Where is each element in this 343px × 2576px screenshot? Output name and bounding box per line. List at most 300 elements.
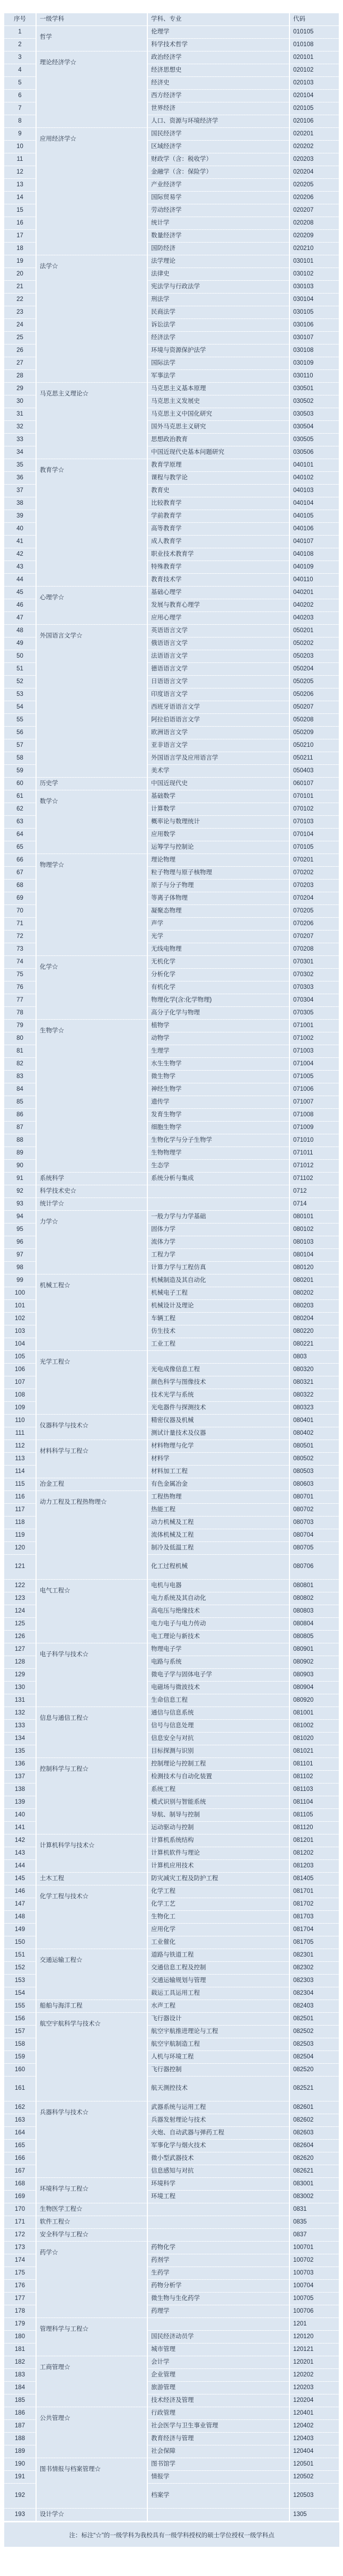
row-number-cell: 85 <box>4 1096 36 1109</box>
major-cell: 生物物理学 <box>147 1147 289 1160</box>
row-number-cell: 42 <box>4 548 36 561</box>
major-cell: 化学工程 <box>147 1885 289 1898</box>
code-cell: 020106 <box>289 115 339 128</box>
row-number-cell: 86 <box>4 1109 36 1122</box>
row-number-cell: 24 <box>4 319 36 332</box>
table-row <box>4 1643 339 1656</box>
row-number-cell: 175 <box>4 2267 36 2280</box>
major-cell: 英语语言文学 <box>147 625 289 637</box>
row-number-cell: 48 <box>4 625 36 637</box>
code-cell: 080901 <box>289 1643 339 1656</box>
code-cell: 050208 <box>289 714 339 727</box>
row-number-cell: 25 <box>4 332 36 344</box>
first-level-discipline-cell: 软件工程☆ <box>36 2216 147 2229</box>
major-cell: 环境科学 <box>147 2178 289 2191</box>
code-cell: 082504 <box>289 2051 339 2064</box>
code-cell: 071001 <box>289 1020 339 1032</box>
major-cell: 法律史 <box>147 268 289 281</box>
row-number-cell: 146 <box>4 1885 36 1898</box>
first-level-discipline-cell: 法学☆ <box>36 255 147 383</box>
row-number-cell: 123 <box>4 1592 36 1605</box>
major-cell: 机械电子工程 <box>147 1287 289 1300</box>
row-number-cell: 159 <box>4 2051 36 2064</box>
major-cell: 电机与电器 <box>147 1580 289 1592</box>
row-number-cell: 106 <box>4 1364 36 1376</box>
row-number-cell: 113 <box>4 1453 36 1466</box>
major-cell: 电工理论与新技术 <box>147 1631 289 1643</box>
first-level-discipline-cell: 科学技术史☆ <box>36 1185 147 1198</box>
row-number-cell: 129 <box>4 1669 36 1682</box>
major-cell: 应用数学 <box>147 829 289 841</box>
first-level-discipline-cell: 材料科学与工程☆ <box>36 1440 147 1478</box>
code-cell: 080603 <box>289 1478 339 1491</box>
row-number-cell: 153 <box>4 1975 36 1987</box>
code-cell: 030101 <box>289 255 339 268</box>
table-row <box>4 1351 339 1364</box>
major-cell: 系统分析与集成 <box>147 1173 289 1185</box>
first-level-discipline-cell: 公共管理☆ <box>36 2407 147 2458</box>
major-cell: 光电成像信息工程 <box>147 1364 289 1376</box>
code-cell: 071003 <box>289 1045 339 1058</box>
major-cell: 伦理学 <box>147 26 289 39</box>
code-cell: 020101 <box>289 51 339 64</box>
code-cell: 120403 <box>289 2433 339 2445</box>
table-row <box>4 26 339 39</box>
code-cell: 050403 <box>289 765 339 778</box>
row-number-cell: 168 <box>4 2178 36 2191</box>
row-number-cell: 28 <box>4 370 36 383</box>
major-cell: 行政管理 <box>147 2407 289 2420</box>
code-cell: 071004 <box>289 1058 339 1071</box>
major-cell: 高分子化学与物理 <box>147 1007 289 1020</box>
row-number-cell: 78 <box>4 1007 36 1020</box>
row-number-cell: 186 <box>4 2407 36 2420</box>
first-level-discipline-cell: 历史学 <box>36 778 147 790</box>
code-cell: 081705 <box>289 1936 339 1949</box>
row-number-cell: 102 <box>4 1313 36 1325</box>
major-cell: 工业工程 <box>147 1338 289 1351</box>
major-cell: 俄语语言文学 <box>147 637 289 650</box>
first-level-discipline-cell: 马克思主义理论☆ <box>36 383 147 459</box>
row-number-cell: 17 <box>4 230 36 243</box>
code-cell: 081020 <box>289 1733 339 1745</box>
major-cell: 电路与系统 <box>147 1656 289 1669</box>
major-cell: 导航、制导与控制 <box>147 1809 289 1822</box>
code-cell: 081104 <box>289 1796 339 1809</box>
row-number-cell: 133 <box>4 1720 36 1733</box>
code-cell: 030107 <box>289 332 339 344</box>
code-cell: 082503 <box>289 2038 339 2051</box>
major-cell: 凝聚态物理 <box>147 905 289 918</box>
code-cell: 040101 <box>289 459 339 472</box>
major-cell: 模式识别与智能系统 <box>147 1796 289 1809</box>
code-cell: 081103 <box>289 1784 339 1796</box>
row-number-cell: 150 <box>4 1936 36 1949</box>
row-number-cell: 93 <box>4 1198 36 1211</box>
code-cell: 080323 <box>289 1402 339 1415</box>
code-cell: 030105 <box>289 306 339 319</box>
first-level-discipline-cell: 统计学☆ <box>36 1198 147 1211</box>
first-level-discipline-cell: 化学工程与技术☆ <box>36 1885 147 1949</box>
row-number-cell: 63 <box>4 816 36 829</box>
code-cell: 0712 <box>289 1185 339 1198</box>
major-cell: 火炮、自动武器与弹药工程 <box>147 2127 289 2140</box>
major-cell: 教育技术学 <box>147 574 289 587</box>
major-cell: 颜色科学与图像技术 <box>147 1376 289 1389</box>
table-row <box>4 2000 339 2013</box>
major-cell: 国民经济动员学 <box>147 2331 289 2344</box>
major-cell: 精密仪器及机械 <box>147 1415 289 1427</box>
row-number-cell: 5 <box>4 77 36 90</box>
table-row <box>4 2013 339 2026</box>
row-number-cell: 27 <box>4 357 36 370</box>
row-number-cell: 120 <box>4 1542 36 1555</box>
major-cell: 教育经济与管理 <box>147 2433 289 2445</box>
major-cell: 人机与环境工程 <box>147 2051 289 2064</box>
row-number-cell: 87 <box>4 1122 36 1134</box>
major-cell: 仿生技术 <box>147 1325 289 1338</box>
major-cell: 经济史 <box>147 77 289 90</box>
major-cell: 材料物理与化学 <box>147 1440 289 1453</box>
major-cell: 电力电子与电力传动 <box>147 1618 289 1631</box>
row-number-cell: 183 <box>4 2369 36 2382</box>
table-row <box>4 2101 339 2114</box>
row-number-cell: 167 <box>4 2165 36 2178</box>
major-cell: 法学理论 <box>147 255 289 268</box>
code-cell: 080805 <box>289 1631 339 1643</box>
major-cell: 细胞生物学 <box>147 1122 289 1134</box>
table-row <box>4 1580 339 1592</box>
major-cell: 外国语言学及应用语言学 <box>147 752 289 765</box>
row-number-cell: 64 <box>4 829 36 841</box>
major-cell: 热能工程 <box>147 1504 289 1517</box>
major-cell: 国防经济 <box>147 243 289 255</box>
row-number-cell: 49 <box>4 637 36 650</box>
major-cell: 机械设计及理论 <box>147 1300 289 1313</box>
code-cell: 080104 <box>289 1249 339 1262</box>
code-cell: 020204 <box>289 166 339 179</box>
major-cell: 航空宇航推进理论与工程 <box>147 2026 289 2038</box>
code-cell: 082621 <box>289 2165 339 2178</box>
row-number-cell: 29 <box>4 383 36 395</box>
table-row <box>4 1707 339 1720</box>
code-cell: 080204 <box>289 1313 339 1325</box>
row-number-cell: 135 <box>4 1745 36 1758</box>
major-cell: 国外马克思主义研究 <box>147 421 289 434</box>
row-number-cell: 79 <box>4 1020 36 1032</box>
major-cell: 环境与资源保护法学 <box>147 344 289 357</box>
major-cell: 计算机应用技术 <box>147 1860 289 1873</box>
major-cell: 政治经济学 <box>147 51 289 64</box>
code-cell: 040202 <box>289 599 339 612</box>
row-number-cell: 61 <box>4 790 36 803</box>
code-cell: 071005 <box>289 1071 339 1083</box>
code-cell: 070105 <box>289 841 339 854</box>
first-level-discipline-cell: 工商管理☆ <box>36 2356 147 2407</box>
code-cell: 040102 <box>289 472 339 485</box>
code-cell: 120502 <box>289 2471 339 2484</box>
row-number-cell: 137 <box>4 1771 36 1784</box>
major-cell: 水生生物学 <box>147 1058 289 1071</box>
row-number-cell: 134 <box>4 1733 36 1745</box>
row-number-cell: 57 <box>4 739 36 752</box>
row-number-cell: 90 <box>4 1160 36 1173</box>
major-cell: 马克思主义发展史 <box>147 395 289 408</box>
first-level-discipline-cell: 管理科学与工程☆ <box>36 2318 147 2356</box>
code-cell: 082302 <box>289 1962 339 1975</box>
code-cell: 020206 <box>289 192 339 204</box>
code-cell: 040203 <box>289 612 339 625</box>
code-cell: 070206 <box>289 918 339 931</box>
major-cell: 生命信息工程 <box>147 1694 289 1707</box>
first-level-discipline-cell: 系统科学 <box>36 1173 147 1185</box>
code-cell: 080401 <box>289 1415 339 1427</box>
code-cell: 120503 <box>289 2484 339 2509</box>
row-number-cell: 99 <box>4 1274 36 1287</box>
code-cell: 1201 <box>289 2318 339 2331</box>
code-cell: 100703 <box>289 2267 339 2280</box>
first-level-discipline-cell: 教育学☆ <box>36 459 147 587</box>
code-cell: 040106 <box>289 523 339 536</box>
row-number-cell: 37 <box>4 485 36 497</box>
major-cell: 欧洲语言文学 <box>147 727 289 739</box>
row-number-cell: 69 <box>4 892 36 905</box>
code-cell: 082601 <box>289 2101 339 2114</box>
row-number-cell: 3 <box>4 51 36 64</box>
major-cell: 道路与铁道工程 <box>147 1949 289 1962</box>
code-cell: 082603 <box>289 2127 339 2140</box>
major-cell: 原子与分子物理 <box>147 880 289 892</box>
code-cell: 120203 <box>289 2382 339 2394</box>
row-number-cell: 187 <box>4 2420 36 2433</box>
major-cell: 社会医学与卫生事业管理 <box>147 2420 289 2433</box>
code-cell: 081002 <box>289 1720 339 1733</box>
major-cell: 等离子体物理 <box>147 892 289 905</box>
major-cell: 会计学 <box>147 2356 289 2369</box>
table-row <box>4 1949 339 1962</box>
major-cell: 化学工艺 <box>147 1898 289 1911</box>
major-cell: 光电器件与探测技术 <box>147 1402 289 1415</box>
major-cell: 特殊教育学 <box>147 561 289 574</box>
major-cell: 经济思想史 <box>147 64 289 77</box>
code-cell: 081105 <box>289 1809 339 1822</box>
row-number-cell: 184 <box>4 2382 36 2394</box>
major-cell: 无线电物理 <box>147 943 289 956</box>
major-cell: 产业经济学 <box>147 179 289 192</box>
row-number-cell: 162 <box>4 2101 36 2114</box>
major-cell: 光学 <box>147 931 289 943</box>
major-cell: 工业催化 <box>147 1936 289 1949</box>
table-row <box>4 1758 339 1771</box>
table-body <box>4 26 339 2521</box>
major-cell: 材料加工工程 <box>147 1466 289 1478</box>
row-number-cell: 163 <box>4 2114 36 2127</box>
row-number-cell: 51 <box>4 663 36 676</box>
table-row <box>4 459 339 472</box>
row-number-cell: 166 <box>4 2152 36 2165</box>
code-cell: 040105 <box>289 510 339 523</box>
code-cell: 120501 <box>289 2458 339 2471</box>
major-cell: 劳动经济学 <box>147 204 289 217</box>
code-cell: 120401 <box>289 2407 339 2420</box>
code-cell: 080402 <box>289 1427 339 1440</box>
first-level-discipline-cell: 生物学☆ <box>36 1020 147 1173</box>
major-cell: 交通信息工程及控制 <box>147 1962 289 1975</box>
row-number-cell: 97 <box>4 1249 36 1262</box>
major-cell: 金融学（含：保险学） <box>147 166 289 179</box>
table-row <box>4 128 339 141</box>
major-cell: 药物化学 <box>147 2242 289 2254</box>
major-cell: 西班牙语语言文学 <box>147 701 289 714</box>
major-cell: 美术学 <box>147 765 289 778</box>
code-cell: 081202 <box>289 1847 339 1860</box>
major-cell: 诉讼法学 <box>147 319 289 332</box>
code-cell: 0803 <box>289 1351 339 1364</box>
major-cell: 应用心理学 <box>147 612 289 625</box>
table-row <box>4 1211 339 1224</box>
code-cell: 080120 <box>289 1262 339 1274</box>
table-row <box>4 2458 339 2471</box>
table-row <box>4 1873 339 1885</box>
code-cell: 070103 <box>289 816 339 829</box>
major-cell: 物理电子学 <box>147 1643 289 1656</box>
code-cell: 070204 <box>289 892 339 905</box>
major-cell: 职业技术教育学 <box>147 548 289 561</box>
major-cell: 城市管理 <box>147 2344 289 2356</box>
row-number-cell: 161 <box>4 2077 36 2101</box>
row-number-cell: 128 <box>4 1656 36 1669</box>
code-cell: 020104 <box>289 90 339 102</box>
major-cell: 无机化学 <box>147 956 289 969</box>
code-cell: 071102 <box>289 1173 339 1185</box>
first-level-discipline-cell: 图书情报与档案管理☆ <box>36 2458 147 2509</box>
code-cell: 070303 <box>289 981 339 994</box>
major-cell: 档案学 <box>147 2484 289 2509</box>
code-cell: 082620 <box>289 2152 339 2165</box>
row-number-cell: 23 <box>4 306 36 319</box>
major-cell: 计算数学 <box>147 803 289 816</box>
code-cell: 080801 <box>289 1580 339 1592</box>
major-cell <box>147 1185 289 1198</box>
table-row <box>4 1274 339 1287</box>
major-cell: 水声工程 <box>147 2000 289 2013</box>
major-cell: 发展与教育心理学 <box>147 599 289 612</box>
row-number-cell: 117 <box>4 1504 36 1517</box>
major-cell: 中国近现代史 <box>147 778 289 790</box>
code-cell: 080202 <box>289 1287 339 1300</box>
code-cell: 070207 <box>289 931 339 943</box>
code-cell: 120204 <box>289 2394 339 2407</box>
first-level-discipline-cell: 冶金工程 <box>36 1478 147 1491</box>
first-level-discipline-cell: 安全科学与工程☆ <box>36 2229 147 2242</box>
row-number-cell: 147 <box>4 1898 36 1911</box>
code-cell: 083001 <box>289 2178 339 2191</box>
code-cell: 020203 <box>289 153 339 166</box>
first-level-discipline-cell: 外国语言文学☆ <box>36 625 147 778</box>
major-cell <box>147 2509 289 2521</box>
row-number-cell: 136 <box>4 1758 36 1771</box>
row-number-cell: 47 <box>4 612 36 625</box>
major-cell: 系统工程 <box>147 1784 289 1796</box>
table-row <box>4 1885 339 1898</box>
row-number-cell: 179 <box>4 2318 36 2331</box>
major-cell: 财政学（含：税收学） <box>147 153 289 166</box>
code-cell: 080706 <box>289 1555 339 1580</box>
row-number-cell: 6 <box>4 90 36 102</box>
code-cell: 070208 <box>289 943 339 956</box>
code-cell: 081120 <box>289 1822 339 1834</box>
major-cell: 概率论与数理统计 <box>147 816 289 829</box>
code-cell: 071007 <box>289 1096 339 1109</box>
major-cell: 流体机械及工程 <box>147 1529 289 1542</box>
row-number-cell: 191 <box>4 2471 36 2484</box>
table-row <box>4 2356 339 2369</box>
code-cell: 083002 <box>289 2191 339 2203</box>
major-cell: 技术经济及管理 <box>147 2394 289 2407</box>
row-number-cell: 4 <box>4 64 36 77</box>
major-cell: 发育生物学 <box>147 1109 289 1122</box>
code-cell: 080802 <box>289 1592 339 1605</box>
row-number-cell: 72 <box>4 931 36 943</box>
code-cell: 020210 <box>289 243 339 255</box>
row-number-cell: 174 <box>4 2254 36 2267</box>
row-number-cell: 112 <box>4 1440 36 1453</box>
first-level-discipline-cell: 药学☆ <box>36 2242 147 2318</box>
code-cell: 080201 <box>289 1274 339 1287</box>
code-cell: 080701 <box>289 1491 339 1504</box>
row-number-cell: 169 <box>4 2191 36 2203</box>
major-cell: 基础心理学 <box>147 587 289 599</box>
col-header-code: 代码 <box>289 13 339 26</box>
first-level-discipline-cell: 理论经济学☆ <box>36 51 147 128</box>
row-number-cell: 116 <box>4 1491 36 1504</box>
code-cell: 040110 <box>289 574 339 587</box>
row-number-cell: 53 <box>4 688 36 701</box>
major-cell: 药物分析学 <box>147 2280 289 2293</box>
code-cell: 120201 <box>289 2356 339 2369</box>
row-number-cell: 56 <box>4 727 36 739</box>
code-cell: 080920 <box>289 1694 339 1707</box>
code-cell: 030104 <box>289 294 339 306</box>
row-number-cell: 107 <box>4 1376 36 1389</box>
table-row <box>4 790 339 803</box>
code-cell: 071006 <box>289 1083 339 1096</box>
row-number-cell: 164 <box>4 2127 36 2140</box>
code-cell: 120120 <box>289 2331 339 2344</box>
code-cell: 071010 <box>289 1134 339 1147</box>
row-number-cell: 66 <box>4 854 36 867</box>
row-number-cell: 68 <box>4 880 36 892</box>
code-cell: 080322 <box>289 1389 339 1402</box>
row-number-cell: 91 <box>4 1173 36 1185</box>
code-cell: 020208 <box>289 217 339 230</box>
major-cell: 旅游管理 <box>147 2382 289 2394</box>
row-number-cell: 141 <box>4 1822 36 1834</box>
major-cell: 生理学 <box>147 1045 289 1058</box>
code-cell: 071011 <box>289 1147 339 1160</box>
table-row <box>4 778 339 790</box>
major-cell <box>147 2203 289 2216</box>
table-row <box>4 1491 339 1504</box>
row-number-cell: 100 <box>4 1287 36 1300</box>
major-cell: 检测技术与自动化装置 <box>147 1771 289 1784</box>
code-cell: 070305 <box>289 1007 339 1020</box>
row-number-cell: 60 <box>4 778 36 790</box>
table-row <box>4 1834 339 1847</box>
first-level-discipline-cell: 力学☆ <box>36 1211 147 1274</box>
row-number-cell: 98 <box>4 1262 36 1274</box>
major-cell: 神经生物学 <box>147 1083 289 1096</box>
